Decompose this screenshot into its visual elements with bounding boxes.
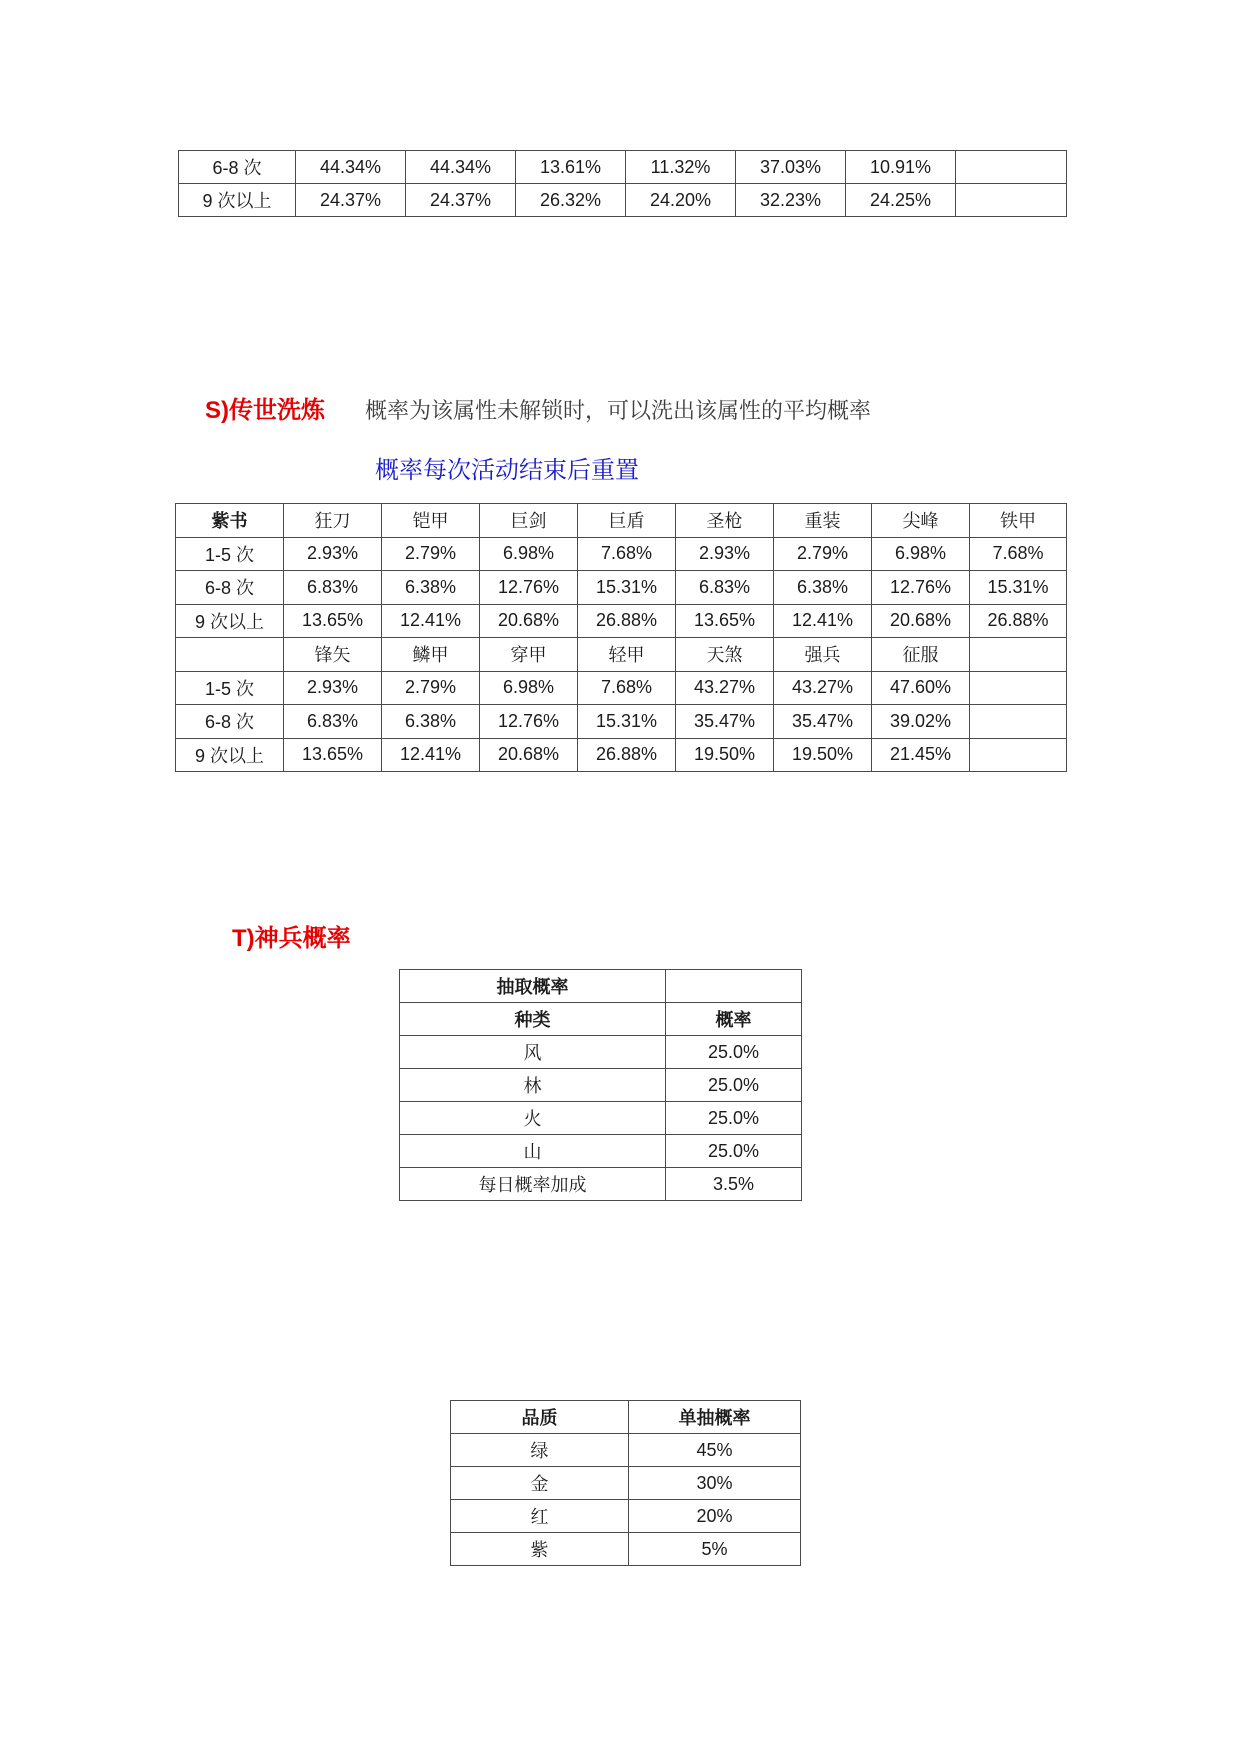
table-cell: 13.65% bbox=[284, 604, 382, 638]
table-cell: 20% bbox=[629, 1500, 801, 1533]
table-cell: 5% bbox=[629, 1533, 801, 1566]
table-cell: 7.68% bbox=[578, 537, 676, 571]
table-row bbox=[176, 738, 1067, 772]
table-cell: 12.41% bbox=[774, 604, 872, 638]
table-cell: 12.41% bbox=[382, 738, 480, 772]
table-cell: 种类 bbox=[400, 1003, 666, 1036]
table-cell: 26.32% bbox=[516, 184, 626, 217]
table-cell: 6.38% bbox=[774, 571, 872, 605]
table-cell: 20.68% bbox=[480, 604, 578, 638]
table-cell bbox=[956, 151, 1067, 184]
table-cell: 6.98% bbox=[480, 671, 578, 705]
table-row bbox=[179, 184, 1067, 217]
table-row bbox=[400, 970, 802, 1003]
legacy-refine-probability-table bbox=[175, 503, 1067, 772]
table-cell: 6.83% bbox=[676, 571, 774, 605]
table-cell: 20.68% bbox=[872, 604, 970, 638]
table-cell: 1-5 次 bbox=[176, 671, 284, 705]
table-cell: 9 次以上 bbox=[179, 184, 296, 217]
table-row bbox=[176, 504, 1067, 538]
table-cell: 39.02% bbox=[872, 705, 970, 739]
table-cell: 尖峰 bbox=[872, 504, 970, 538]
table-cell: 2.93% bbox=[676, 537, 774, 571]
table-cell bbox=[970, 705, 1067, 739]
table-cell: 10.91% bbox=[846, 151, 956, 184]
table-cell: 林 bbox=[400, 1069, 666, 1102]
table-cell: 征服 bbox=[872, 638, 970, 672]
table-cell: 抽取概率 bbox=[400, 970, 666, 1003]
table-cell: 7.68% bbox=[578, 671, 676, 705]
table-cell: 13.61% bbox=[516, 151, 626, 184]
table-cell: 26.88% bbox=[578, 738, 676, 772]
section-t-title: T)神兵概率 bbox=[232, 925, 351, 952]
table-row bbox=[400, 1102, 802, 1135]
table-cell: 6.83% bbox=[284, 705, 382, 739]
table-cell: 品质 bbox=[451, 1401, 629, 1434]
quality-draw-probability-table bbox=[450, 1400, 801, 1566]
table-cell: 6.83% bbox=[284, 571, 382, 605]
table-cell: 金 bbox=[451, 1467, 629, 1500]
table-cell: 47.60% bbox=[872, 671, 970, 705]
table-cell: 2.93% bbox=[284, 671, 382, 705]
table-row bbox=[400, 1168, 802, 1201]
section-s-description: 概率为该属性未解锁时，可以洗出该属性的平均概率 bbox=[365, 398, 872, 423]
table-cell: 绿 bbox=[451, 1434, 629, 1467]
table-cell: 重装 bbox=[774, 504, 872, 538]
table-cell: 风 bbox=[400, 1036, 666, 1069]
table-cell bbox=[970, 738, 1067, 772]
table-cell: 25.0% bbox=[666, 1135, 802, 1168]
table-cell: 15.31% bbox=[578, 705, 676, 739]
table-cell: 44.34% bbox=[406, 151, 516, 184]
table-cell: 紫书 bbox=[176, 504, 284, 538]
table-cell: 6-8 次 bbox=[176, 571, 284, 605]
table-row bbox=[176, 671, 1067, 705]
table-cell: 狂刀 bbox=[284, 504, 382, 538]
table-cell: 37.03% bbox=[736, 151, 846, 184]
table-cell: 天煞 bbox=[676, 638, 774, 672]
table-cell: 43.27% bbox=[774, 671, 872, 705]
table-cell: 6-8 次 bbox=[176, 705, 284, 739]
table-cell: 火 bbox=[400, 1102, 666, 1135]
table-cell: 2.79% bbox=[382, 537, 480, 571]
table-cell: 6.38% bbox=[382, 705, 480, 739]
table-cell: 12.76% bbox=[480, 571, 578, 605]
table-cell: 20.68% bbox=[480, 738, 578, 772]
table-row bbox=[451, 1401, 801, 1434]
table-cell: 12.76% bbox=[480, 705, 578, 739]
table-cell: 25.0% bbox=[666, 1102, 802, 1135]
table-row bbox=[400, 1069, 802, 1102]
table-cell: 11.32% bbox=[626, 151, 736, 184]
table-row bbox=[400, 1036, 802, 1069]
table-cell: 红 bbox=[451, 1500, 629, 1533]
table-cell: 鳞甲 bbox=[382, 638, 480, 672]
table-cell: 铁甲 bbox=[970, 504, 1067, 538]
table-cell bbox=[666, 970, 802, 1003]
table-cell: 每日概率加成 bbox=[400, 1168, 666, 1201]
table-cell: 1-5 次 bbox=[176, 537, 284, 571]
table-cell: 35.47% bbox=[676, 705, 774, 739]
table-cell: 15.31% bbox=[970, 571, 1067, 605]
table-cell: 3.5% bbox=[666, 1168, 802, 1201]
table-cell: 19.50% bbox=[676, 738, 774, 772]
table-row bbox=[176, 604, 1067, 638]
table-cell bbox=[176, 638, 284, 672]
table-cell: 6.98% bbox=[872, 537, 970, 571]
section-s-reset-note: 概率每次活动结束后重置 bbox=[375, 457, 639, 484]
table-cell: 44.34% bbox=[296, 151, 406, 184]
table-cell: 25.0% bbox=[666, 1069, 802, 1102]
table-cell: 25.0% bbox=[666, 1036, 802, 1069]
carryover-probability-table bbox=[178, 150, 1067, 217]
table-row bbox=[451, 1434, 801, 1467]
table-cell: 圣枪 bbox=[676, 504, 774, 538]
table-cell: 轻甲 bbox=[578, 638, 676, 672]
table-cell: 2.79% bbox=[382, 671, 480, 705]
table-cell: 巨盾 bbox=[578, 504, 676, 538]
table-cell: 24.37% bbox=[296, 184, 406, 217]
table-row bbox=[176, 705, 1067, 739]
table-cell: 6.98% bbox=[480, 537, 578, 571]
table-cell: 概率 bbox=[666, 1003, 802, 1036]
table-cell: 12.41% bbox=[382, 604, 480, 638]
table-cell: 30% bbox=[629, 1467, 801, 1500]
table-cell: 43.27% bbox=[676, 671, 774, 705]
table-cell: 15.31% bbox=[578, 571, 676, 605]
table-cell: 45% bbox=[629, 1434, 801, 1467]
table-row bbox=[176, 537, 1067, 571]
table-cell: 铠甲 bbox=[382, 504, 480, 538]
table-cell bbox=[970, 638, 1067, 672]
table-cell: 24.37% bbox=[406, 184, 516, 217]
section-s-heading-row bbox=[205, 390, 871, 425]
table-row bbox=[451, 1500, 801, 1533]
table-cell: 穿甲 bbox=[480, 638, 578, 672]
table-cell: 13.65% bbox=[676, 604, 774, 638]
table-row bbox=[451, 1533, 801, 1566]
table-cell: 强兵 bbox=[774, 638, 872, 672]
table-cell: 32.23% bbox=[736, 184, 846, 217]
table-cell: 2.93% bbox=[284, 537, 382, 571]
table-cell: 26.88% bbox=[970, 604, 1067, 638]
table-cell: 24.25% bbox=[846, 184, 956, 217]
table-cell: 锋矢 bbox=[284, 638, 382, 672]
table-cell: 19.50% bbox=[774, 738, 872, 772]
table-cell bbox=[956, 184, 1067, 217]
table-cell: 21.45% bbox=[872, 738, 970, 772]
table-cell: 7.68% bbox=[970, 537, 1067, 571]
table-cell: 13.65% bbox=[284, 738, 382, 772]
section-s-title: S)传世洗炼 bbox=[205, 397, 325, 424]
table-row bbox=[176, 638, 1067, 672]
table-row bbox=[400, 1003, 802, 1036]
table-cell: 12.76% bbox=[872, 571, 970, 605]
table-cell: 6-8 次 bbox=[179, 151, 296, 184]
table-cell: 9 次以上 bbox=[176, 738, 284, 772]
table-cell: 26.88% bbox=[578, 604, 676, 638]
table-cell: 紫 bbox=[451, 1533, 629, 1566]
table-row bbox=[400, 1135, 802, 1168]
table-cell: 35.47% bbox=[774, 705, 872, 739]
table-row bbox=[179, 151, 1067, 184]
table-cell: 巨剑 bbox=[480, 504, 578, 538]
table-row bbox=[451, 1467, 801, 1500]
table-cell bbox=[970, 671, 1067, 705]
table-row bbox=[176, 571, 1067, 605]
table-cell: 单抽概率 bbox=[629, 1401, 801, 1434]
table-cell: 2.79% bbox=[774, 537, 872, 571]
weapon-draw-probability-table bbox=[399, 969, 802, 1201]
table-cell: 24.20% bbox=[626, 184, 736, 217]
table-cell: 6.38% bbox=[382, 571, 480, 605]
table-cell: 9 次以上 bbox=[176, 604, 284, 638]
table-cell: 山 bbox=[400, 1135, 666, 1168]
